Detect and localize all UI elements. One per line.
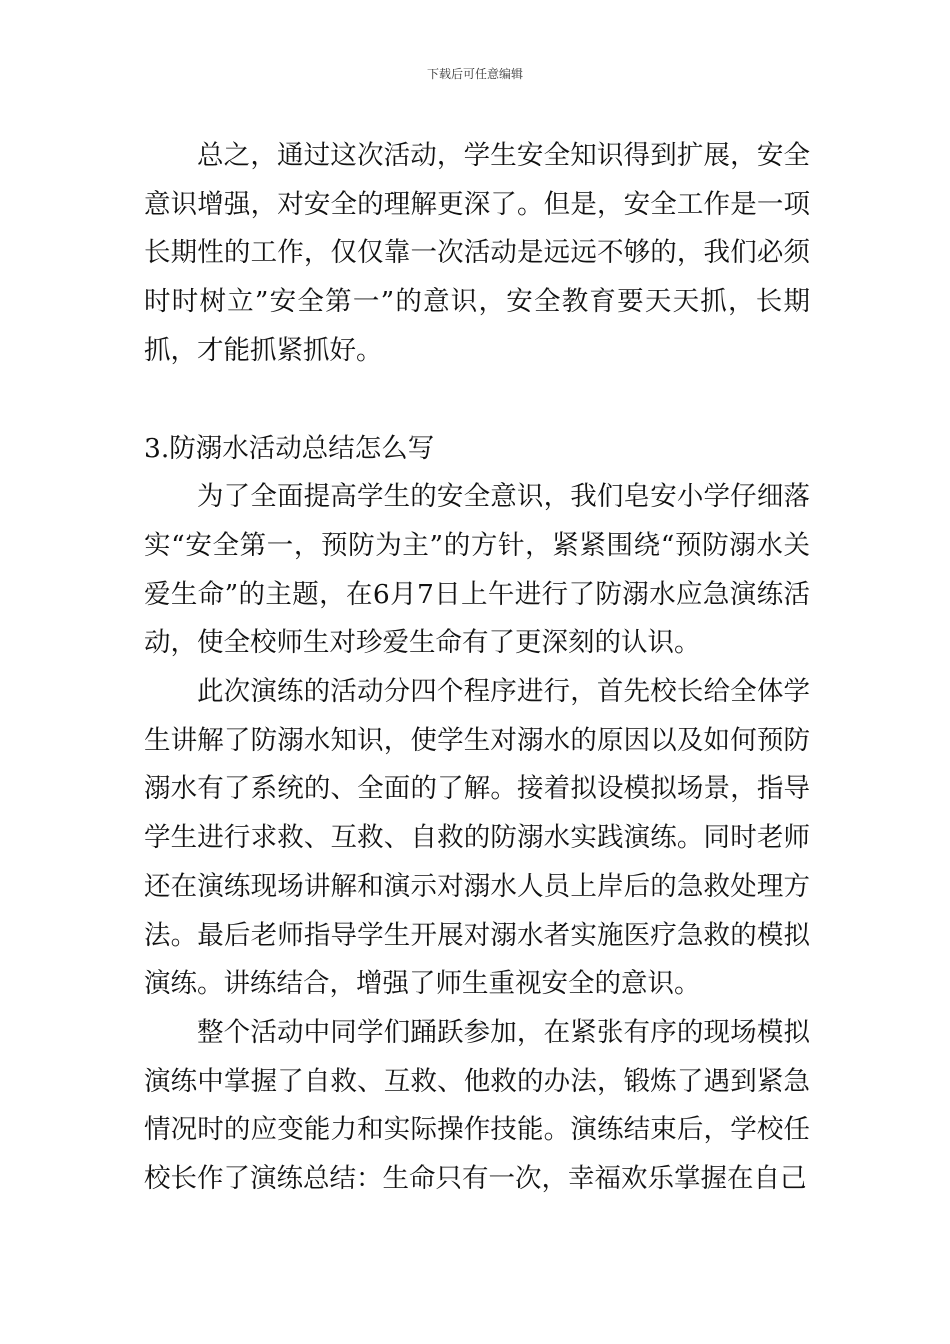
document-body — [144, 132, 810, 1204]
section-heading: 3.防溺水活动总结怎么写 — [144, 432, 435, 464]
page-header-note: 下载后可任意编辑 — [426, 67, 523, 81]
paragraph-drill-procedure: 此次演练的活动分四个程序进行，首先校长给全体学生讲解了防溺水知识，使学生对溺水的原因以及如何预防溺水有了系统的、全面的了解。接着拟设模拟场景，指导学生进行求救、互救、自救的防溺水实践演练。同时老师还在演练现场讲解和演示对溺水人员上岸后的急救处理方法。最后老师指导学生开展对溺水者实施医疗急救的模拟演练。讲练结合，增强了师生重视安全的意识。 — [144, 676, 810, 1000]
paragraph-gap — [144, 376, 810, 425]
paragraph-safety-summary: 总之，通过这次活动，学生安全知识得到扩展，安全意识增强，对安全的理解更深了。但是，安全工作是一项长期性的工作，仅仅靠一次活动是远远不够的，我们必须时时树立”安全第一”的意识，安全教育要天天抓，长期抓，才能抓紧抓好。 — [144, 140, 810, 366]
paragraph-drill-results: 整个活动中同学们踊跃参加，在紧张有序的现场模拟演练中掌握了自救、互救、他救的办法，锻炼了遇到紧急情况时的应变能力和实际操作技能。演练结束后，学校任校长作了演练总结：生命只有一次，幸福欢乐掌握在自己 — [144, 1016, 810, 1195]
paragraph-intro: 为了全面提高学生的安全意识，我们皂安小学仔细落实“安全第一，预防为主”的方针，紧紧围绕“预防溺水关爱生命”的主题，在6月7日上午进行了防溺水应急演练活动，使全校师生对珍爱生命有了更深刻的认识。 — [144, 481, 810, 659]
